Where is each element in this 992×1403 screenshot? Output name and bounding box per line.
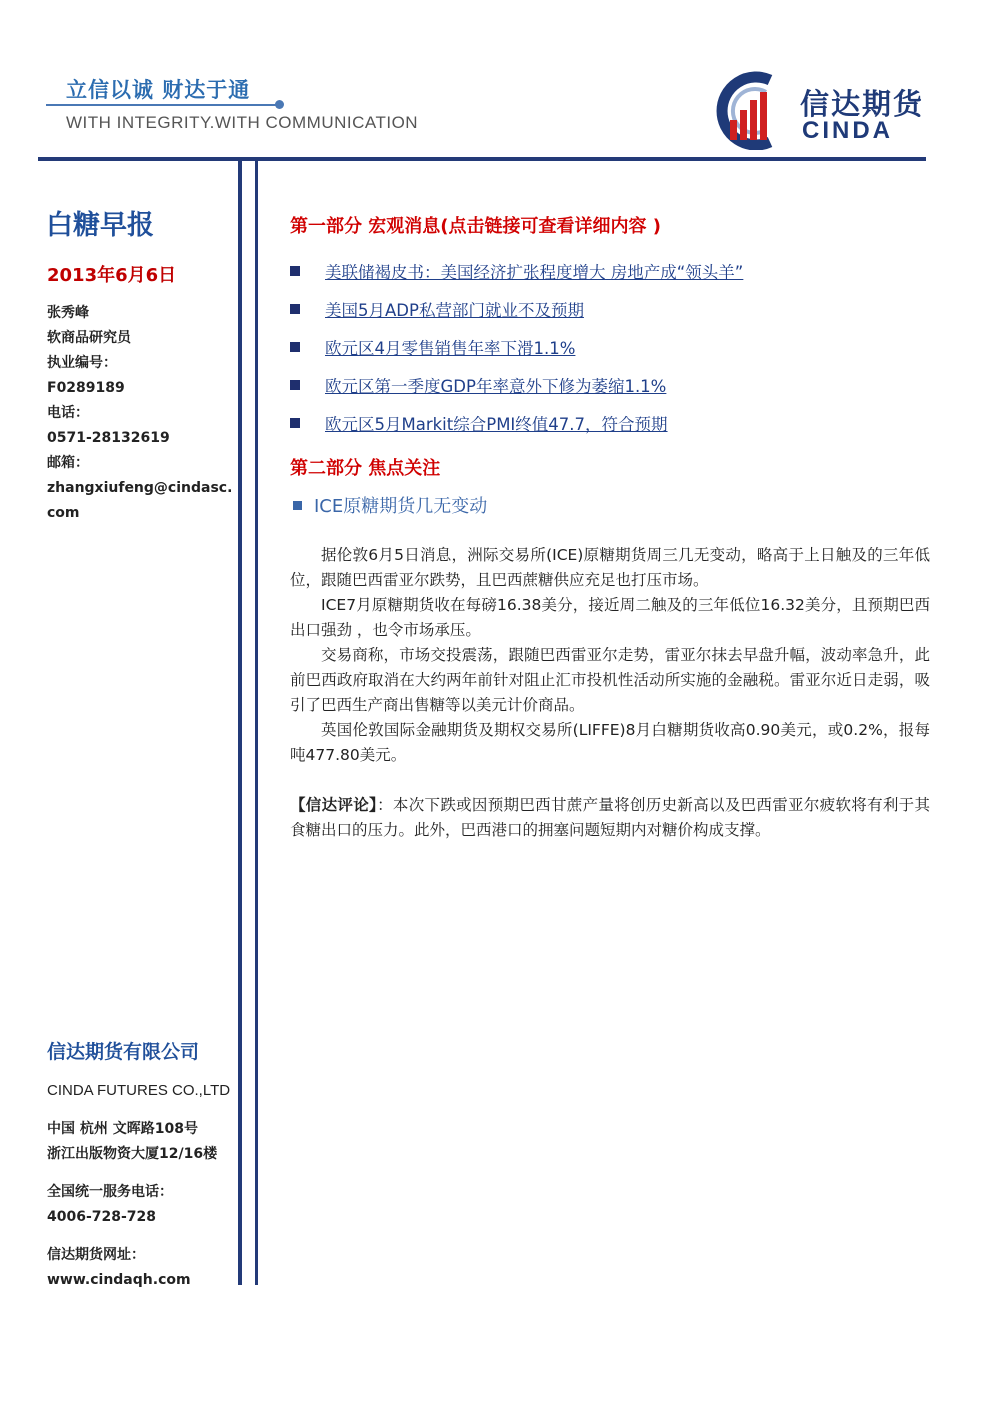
website-label: 信达期货网址： — [47, 1247, 145, 1263]
license-number: F0289189 — [47, 380, 125, 396]
author-name: 张秀峰 — [47, 305, 89, 321]
phone-number: 0571-28132619 — [47, 430, 170, 446]
focus-subheading — [293, 492, 487, 518]
company-name-en: CINDA FUTURES CO.,LTD — [47, 1082, 231, 1099]
article-paragraph: 英国伦敦国际金融期货及期权交易所(LIFFE)8月白糖期货收高0.90美元，或0.2%，报每吨477.80美元。 — [290, 721, 930, 764]
focus-article — [290, 543, 930, 768]
article-paragraph: 据伦敦6月5日消息，洲际交易所(ICE)原糖期货周三几无变动，略高于上日触及的三年低位，跟随巴西雷亚尔跌势，且巴西蔗糖供应充足也打压市场。 — [290, 546, 930, 589]
square-bullet-icon — [293, 501, 302, 510]
news-item — [290, 328, 930, 366]
article-paragraph: 交易商称，市场交投震荡，跟随巴西雷亚尔走势，雷亚尔抹去早盘升幅，波动率急升，此前巴西政府取消在大约两年前针对阻止汇市投机性活动所实施的金融税。雷亚尔近日走弱，吸引了巴西生产商出售糖等以美元计价商品。 — [290, 646, 930, 714]
news-item — [290, 252, 930, 290]
address-line-2: 浙江出版物资大厦12/16楼 — [47, 1146, 218, 1162]
news-link[interactable]: 欧元区4月零售销售年率下滑1.1% — [325, 339, 576, 358]
section1-title — [290, 212, 661, 238]
service-phone-label: 全国统一服务电话： — [47, 1184, 173, 1200]
news-item — [290, 366, 930, 404]
news-link[interactable]: 欧元区第一季度GDP年率意外下修为萎缩1.1% — [325, 377, 667, 396]
header-rule — [38, 157, 926, 161]
square-bullet-icon — [290, 342, 300, 352]
website-link[interactable]: www.cindaqh.com — [47, 1272, 191, 1288]
news-link[interactable]: 欧元区5月Markit综合PMI终值47.7，符合预期 — [325, 415, 668, 434]
slogan-dot — [275, 100, 284, 109]
slogan-chinese: 立信以诚 财达于通 — [66, 78, 251, 102]
focus-subheading-text: ICE原糖期货几无变动 — [314, 496, 488, 517]
comment-lead: 【信达评论】 — [290, 796, 378, 814]
news-link[interactable]: 美国5月ADP私营部门就业不及预期 — [325, 301, 584, 320]
square-bullet-icon — [290, 418, 300, 428]
comment-text: ：本次下跌或因预期巴西甘蔗产量将创历史新高以及巴西雷亚尔疲软将有利于其食糖出口的压力。此外，巴西港口的拥塞问题短期内对糖价构成支撑。 — [290, 796, 930, 839]
news-link[interactable]: 美联储褐皮书：美国经济扩张程度增大 房地产成“领头羊” — [325, 263, 744, 282]
news-item — [290, 290, 930, 328]
slogan-underline — [46, 104, 278, 106]
macro-news-list — [290, 252, 930, 442]
company-contact — [47, 1117, 237, 1293]
square-bullet-icon — [290, 304, 300, 314]
cinda-comment — [290, 793, 930, 843]
email-address[interactable]: zhangxiufeng@cindasc.com — [47, 480, 233, 521]
company-name-cn: 信达期货有限公司 — [47, 1041, 200, 1063]
license-label: 执业编号： — [47, 355, 117, 371]
sidebar-divider-left — [238, 161, 242, 1285]
news-item — [290, 404, 930, 442]
section2-title: 第二部分 焦点关注 — [290, 458, 441, 479]
author-info — [47, 301, 237, 526]
report-date: 2013年6月6日 — [47, 265, 177, 286]
logo-chinese-text: 信达期货 — [800, 87, 925, 121]
report-title: 白糖早报 — [46, 210, 154, 241]
article-paragraph: ICE7月原糖期货收在每磅16.38美分，接近周二触及的三年低位16.32美分，且预期巴西出口强劲 ，也令市场承压。 — [290, 596, 930, 639]
square-bullet-icon — [290, 380, 300, 390]
section1-note: (点击链接可查看详细内容 ) — [440, 216, 661, 237]
square-bullet-icon — [290, 266, 300, 276]
logo-english-text: CINDA — [802, 117, 893, 144]
slogan-english: WITH INTEGRITY.WITH COMMUNICATION — [66, 113, 419, 132]
service-phone: 4006-728-728 — [47, 1209, 157, 1225]
author-role: 软商品研究员 — [47, 330, 131, 346]
address-line-1: 中国 杭州 文晖路108号 — [47, 1121, 198, 1137]
phone-label: 电话： — [47, 405, 89, 421]
email-label: 邮箱： — [47, 455, 89, 471]
sidebar-divider-right — [255, 161, 258, 1285]
section1-heading: 第一部分 宏观消息 — [290, 216, 441, 237]
